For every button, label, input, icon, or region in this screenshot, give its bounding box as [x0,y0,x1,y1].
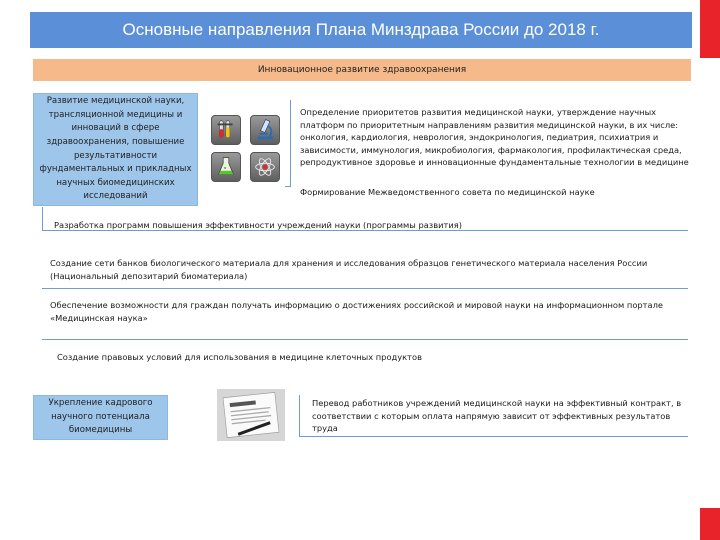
contract-document-icon [217,389,285,441]
page-title: Основные направления Плана Минздрава России до 2018 г. [30,12,692,48]
connector-line [299,436,688,437]
flask-icon [211,152,241,182]
microscope-icon [250,115,280,145]
connector-line [42,288,688,289]
priorities-text: Определение приоритетов развития медицинской науки, утверждение научных платформ по приоритетным направлениям развития медицинской науки, в их числе: онкология, кардиология, неврология, эндокринология, педиатрия, психиатрия и зависимости, иммунология, микробиология, фармакология, профилактическая среда, репродуктивное здоровье и инновационные фундаментальные технологии в медицине [300,107,689,167]
science-portal-text: Обеспечение возможности для граждан получать информацию о достижениях российской и мировой науки на информационном портале «Медицинская наука» [50,300,664,323]
atom-icon [250,152,280,182]
biobank-network-text: Создание сети банков биологического материала для хранения и исследования образцов генетического материала населения России (Национальный депозитарий биоматериала) [50,258,648,281]
development-programs-text: Разработка программ повышения эффективности учреждений науки (программы развития) [54,220,462,230]
science-development-text: Развитие медицинской науки, трансляционной медицины и инноваций в сфере здравоохранения, повышение результативности фундаментальных и прикладных научных биомедицинских исследований [39,96,192,202]
staff-potential-box [33,395,168,440]
staff-potential-text: Укрепление кадрового научного потенциала биомедицины [48,398,153,436]
red-corner-bottom [700,508,720,540]
council-text: Формирование Межведомственного совета по медицинской науке [300,187,595,197]
section-header: Инновационное развитие здравоохранения [33,59,691,81]
cell-products-text: Создание правовых условий для использования в медицине клеточных продуктов [57,352,422,362]
science-development-box [33,93,198,206]
red-corner-top [700,0,720,58]
connector-line [42,207,43,231]
connector-line [285,186,291,187]
connector-line [299,395,300,437]
connector-line [42,339,688,340]
test-tubes-icon [211,115,241,145]
connector-line [290,100,291,186]
effective-contract-text: Перевод работников учреждений медицинской науки на эффективный контракт, в соответствии с которым оплата напрямую зависит от эффективных результатов труда [312,398,682,433]
